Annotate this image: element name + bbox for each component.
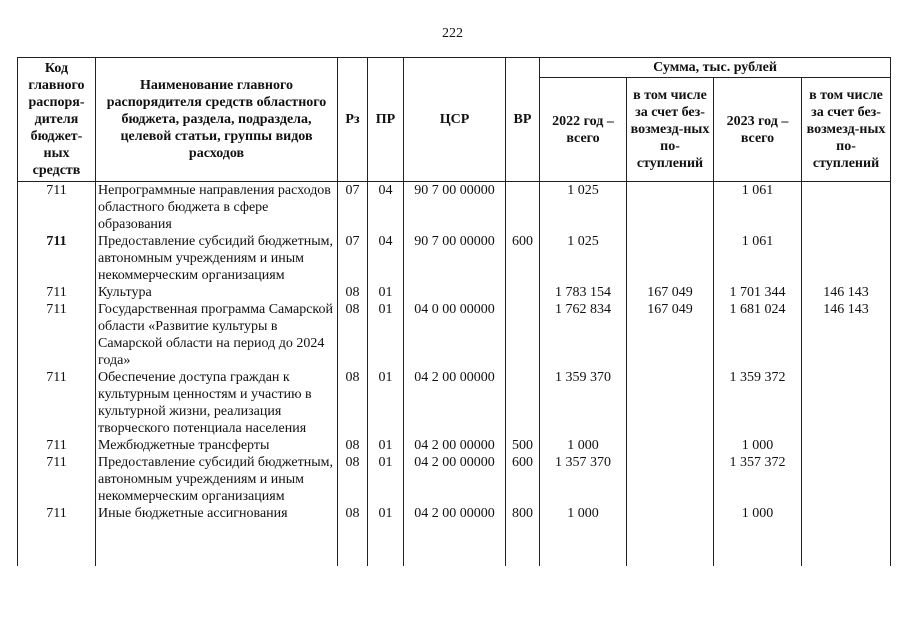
cell-pr: 01 bbox=[368, 437, 404, 454]
cell-2022-free bbox=[627, 182, 714, 234]
cell-pr: 01 bbox=[368, 301, 404, 369]
cell-pr: 01 bbox=[368, 454, 404, 505]
header-2023-total: 2023 год – всего bbox=[714, 78, 802, 182]
cell-2022-total: 1 000 bbox=[540, 437, 627, 454]
cell-2023-total: 1 357 372 bbox=[714, 454, 802, 505]
cell-2023-free bbox=[802, 233, 891, 284]
cell-2023-free bbox=[802, 369, 891, 437]
header-2023-free: в том числе за счет без-возмезд-ных по-ступлений bbox=[802, 78, 891, 182]
cell-code: 711 bbox=[18, 369, 96, 437]
header-2022-total: 2022 год – всего bbox=[540, 78, 627, 182]
cell-csr: 04 2 00 00000 bbox=[404, 454, 506, 505]
cell-2023-free bbox=[802, 437, 891, 454]
cell-code: 711 bbox=[18, 301, 96, 369]
cell-rz: 08 bbox=[338, 369, 368, 437]
cell-vr: 500 bbox=[506, 437, 540, 454]
cell-2022-total: 1 025 bbox=[540, 233, 627, 284]
cell-2022-total: 1 762 834 bbox=[540, 301, 627, 369]
cell-code: 711 bbox=[18, 233, 96, 284]
cell-pr: 01 bbox=[368, 284, 404, 301]
cell-name: Предоставление субсидий бюджетным, автономным учреждениям и иным некоммерческим организациям bbox=[96, 233, 338, 284]
cell-name: Непрограммные направления расходов областного бюджета в сфере образования bbox=[96, 182, 338, 234]
cell-csr: 04 2 00 00000 bbox=[404, 369, 506, 437]
cell-2022-total: 1 359 370 bbox=[540, 369, 627, 437]
cell-2022-total: 1 000 bbox=[540, 505, 627, 566]
cell-name: Иные бюджетные ассигнования bbox=[96, 505, 338, 566]
cell-2023-free: 146 143 bbox=[802, 284, 891, 301]
budget-table bbox=[17, 57, 891, 566]
cell-csr: 90 7 00 00000 bbox=[404, 182, 506, 234]
cell-csr: 90 7 00 00000 bbox=[404, 233, 506, 284]
cell-vr bbox=[506, 369, 540, 437]
cell-2023-total: 1 061 bbox=[714, 182, 802, 234]
header-pr: ПР bbox=[368, 58, 404, 182]
cell-vr: 800 bbox=[506, 505, 540, 566]
cell-2022-free: 167 049 bbox=[627, 284, 714, 301]
cell-csr: 04 2 00 00000 bbox=[404, 437, 506, 454]
cell-2022-free bbox=[627, 437, 714, 454]
cell-vr bbox=[506, 182, 540, 234]
cell-vr: 600 bbox=[506, 454, 540, 505]
cell-rz: 08 bbox=[338, 284, 368, 301]
cell-2022-total: 1 357 370 bbox=[540, 454, 627, 505]
table-row bbox=[18, 454, 891, 505]
cell-2023-total: 1 359 372 bbox=[714, 369, 802, 437]
header-name: Наименование главного распорядителя средств областного бюджета, раздела, подраздела, целевой статьи, группы видов расходов bbox=[96, 58, 338, 182]
table-row bbox=[18, 505, 891, 566]
cell-pr: 01 bbox=[368, 369, 404, 437]
table-row bbox=[18, 437, 891, 454]
cell-vr bbox=[506, 284, 540, 301]
cell-code: 711 bbox=[18, 284, 96, 301]
cell-code: 711 bbox=[18, 505, 96, 566]
cell-code: 711 bbox=[18, 182, 96, 234]
table-row bbox=[18, 301, 891, 369]
cell-rz: 08 bbox=[338, 454, 368, 505]
cell-csr: 04 0 00 00000 bbox=[404, 301, 506, 369]
cell-code: 711 bbox=[18, 454, 96, 505]
table-row bbox=[18, 182, 891, 234]
cell-2022-free bbox=[627, 369, 714, 437]
cell-vr: 600 bbox=[506, 233, 540, 284]
cell-rz: 07 bbox=[338, 233, 368, 284]
cell-2023-total: 1 701 344 bbox=[714, 284, 802, 301]
cell-name: Предоставление субсидий бюджетным, автономным учреждениям и иным некоммерческим организациям bbox=[96, 454, 338, 505]
cell-code: 711 bbox=[18, 437, 96, 454]
cell-name: Межбюджетные трансферты bbox=[96, 437, 338, 454]
cell-2023-free bbox=[802, 505, 891, 566]
table-header bbox=[18, 58, 891, 182]
cell-2023-total: 1 681 024 bbox=[714, 301, 802, 369]
table-row bbox=[18, 369, 891, 437]
cell-pr: 01 bbox=[368, 505, 404, 566]
header-rz: Рз bbox=[338, 58, 368, 182]
cell-2022-free bbox=[627, 233, 714, 284]
header-2022-free: в том числе за счет без-возмезд-ных по-ступлений bbox=[627, 78, 714, 182]
cell-2023-total: 1 000 bbox=[714, 437, 802, 454]
cell-2023-total: 1 000 bbox=[714, 505, 802, 566]
cell-2022-total: 1 783 154 bbox=[540, 284, 627, 301]
cell-2023-free bbox=[802, 182, 891, 234]
cell-rz: 08 bbox=[338, 505, 368, 566]
cell-pr: 04 bbox=[368, 182, 404, 234]
cell-2022-free: 167 049 bbox=[627, 301, 714, 369]
cell-name: Обеспечение доступа граждан к культурным ценностям и участию в культурной жизни, реализация творческого потенциала населения bbox=[96, 369, 338, 437]
header-csr: ЦСР bbox=[404, 58, 506, 182]
cell-2023-free bbox=[802, 454, 891, 505]
cell-vr bbox=[506, 301, 540, 369]
header-sum-group: Сумма, тыс. рублей bbox=[540, 58, 891, 78]
cell-csr bbox=[404, 284, 506, 301]
page-number: 222 bbox=[442, 26, 463, 41]
header-vr: ВР bbox=[506, 58, 540, 182]
table-row bbox=[18, 284, 891, 301]
table-row bbox=[18, 233, 891, 284]
cell-csr: 04 2 00 00000 bbox=[404, 505, 506, 566]
header-code: Код главного распоря-дителя бюджет-ных средств bbox=[18, 58, 96, 182]
cell-rz: 08 bbox=[338, 437, 368, 454]
cell-2023-total: 1 061 bbox=[714, 233, 802, 284]
cell-2022-free bbox=[627, 454, 714, 505]
cell-2023-free: 146 143 bbox=[802, 301, 891, 369]
cell-name: Культура bbox=[96, 284, 338, 301]
cell-rz: 07 bbox=[338, 182, 368, 234]
cell-2022-total: 1 025 bbox=[540, 182, 627, 234]
cell-rz: 08 bbox=[338, 301, 368, 369]
cell-pr: 04 bbox=[368, 233, 404, 284]
table-body bbox=[18, 182, 891, 567]
cell-2022-free bbox=[627, 505, 714, 566]
cell-name: Государственная программа Самарской области «Развитие культуры в Самарской области на период до 2024 года» bbox=[96, 301, 338, 369]
